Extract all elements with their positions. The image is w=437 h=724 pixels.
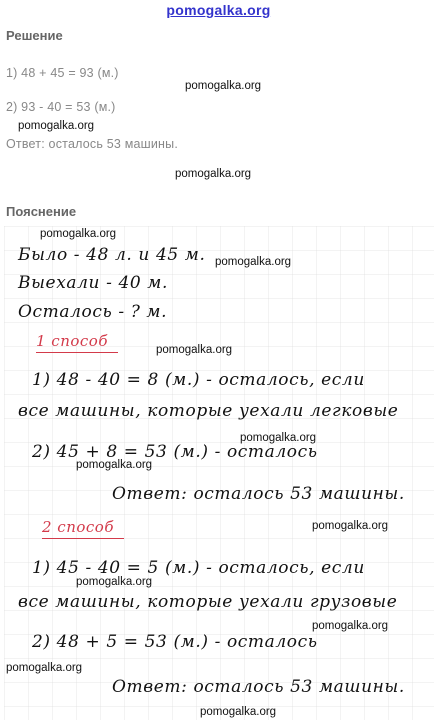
watermark-text: pomogalka.org xyxy=(215,256,292,268)
method-2-step-1: 1) 45 - 40 = 5 (м.) - осталось, если xyxy=(32,558,365,578)
solution-step-1: 1) 48 + 45 = 93 (м.) xyxy=(6,66,119,80)
watermark-text: pomogalka.org xyxy=(6,662,83,674)
solution-heading: Решение xyxy=(6,28,63,43)
watermark-text: pomogalka.org xyxy=(18,120,95,132)
explanation-heading: Пояснение xyxy=(6,204,77,219)
method-2-label: 2 способ xyxy=(42,518,114,536)
method-1-step-2: 2) 45 + 8 = 53 (м.) - осталось xyxy=(32,442,318,462)
site-title-link[interactable]: pomogalka.org xyxy=(166,2,271,18)
method-1-answer: Ответ: осталось 53 машины. xyxy=(112,484,405,504)
watermark-text: pomogalka.org xyxy=(312,520,389,532)
handwritten-given-2: Выехали - 40 м. xyxy=(18,273,168,293)
method-1-step-1: 1) 48 - 40 = 8 (м.) - осталось, если xyxy=(32,370,365,390)
method-1-step-1-continued: все машины, которые уехали легковые xyxy=(18,401,399,421)
handwritten-given-3: Осталось - ? м. xyxy=(18,302,168,322)
watermark-text: pomogalka.org xyxy=(312,620,389,632)
watermark-text: pomogalka.org xyxy=(40,228,117,240)
watermark-text: pomogalka.org xyxy=(175,168,252,180)
watermark-text: pomogalka.org xyxy=(76,459,153,471)
handwritten-given-1: Было - 48 л. и 45 м. xyxy=(18,245,206,265)
method-2-step-2: 2) 48 + 5 = 53 (м.) - осталось xyxy=(32,632,318,652)
solution-answer: Ответ: осталось 53 машины. xyxy=(6,137,179,151)
solution-step-2: 2) 93 - 40 = 53 (м.) xyxy=(6,100,116,114)
method-2-underline xyxy=(42,538,124,539)
method-2-step-1-continued: все машины, которые уехали грузовые xyxy=(18,592,398,612)
watermark-text: pomogalka.org xyxy=(185,80,262,92)
watermark-text: pomogalka.org xyxy=(156,344,233,356)
method-1-underline xyxy=(36,352,118,353)
watermark-text: pomogalka.org xyxy=(240,432,317,444)
method-2-answer: Ответ: осталось 53 машины. xyxy=(112,677,405,697)
watermark-text: pomogalka.org xyxy=(76,576,153,588)
method-1-label: 1 способ xyxy=(36,332,108,350)
watermark-text: pomogalka.org xyxy=(200,706,277,718)
